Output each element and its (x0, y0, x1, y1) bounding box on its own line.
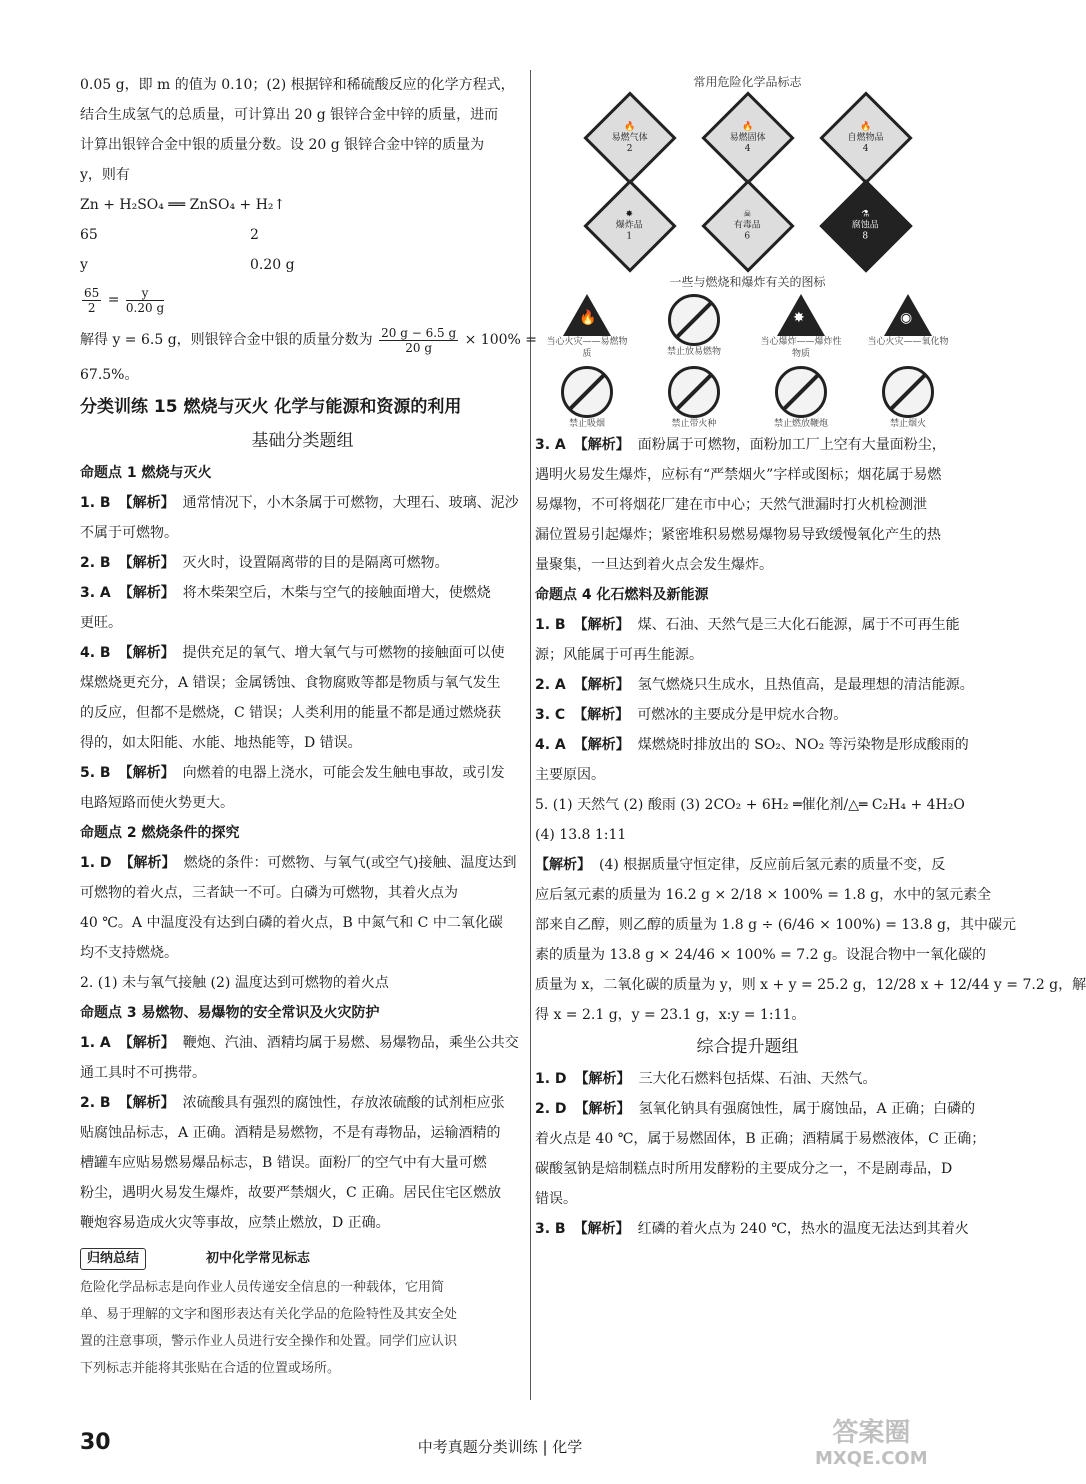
summary-title: 初中化学常见标志 (206, 1251, 311, 1266)
text-line: 错误。 (535, 1191, 577, 1207)
text-line: 可燃物的着火点，三者缺一不可。白磷为可燃物，其着火点为 (80, 885, 458, 901)
column-divider (530, 70, 531, 1400)
text-line: 素的质量为 13.8 g × 24/46 × 100% = 7.2 g。设混合物中一氧化碳的 (535, 947, 986, 963)
flammable-solid-sign: 🔥 易燃固体 4 (704, 94, 792, 182)
section-title: 分类训练 15 燃烧与灭火 化学与能源和资源的利用 (80, 397, 462, 417)
explanation: 【解析】 (4) 根据质量守恒定律，反应前后氢元素的质量不变，反 (535, 857, 946, 873)
text-line: 遇明火易发生爆炸，应标有“严禁烟火”字样或图标；烟花属于易燃 (535, 467, 942, 483)
equation-row: 65 2 (80, 227, 259, 243)
text-line: 量聚集，一旦达到着火点会发生爆炸。 (535, 557, 773, 573)
answer-item: 2. (1) 未与氧气接触 (2) 温度达到可燃物的着火点 (80, 975, 389, 991)
warning-oxidizer-icon: ◉ 当心火灾——氧化物 (866, 294, 950, 360)
text-line: 不属于可燃物。 (80, 525, 178, 541)
answer-item: 3. A 【解析】 将木柴架空后，木柴与空气的接触面增大，使燃烧 (80, 585, 491, 601)
summary-header (80, 1244, 525, 1274)
corrosive-sign: ⚗ 腐蚀品 8 (822, 182, 910, 270)
answer-item: 2. A 【解析】 氢气燃烧只生成水，且热值高，是最理想的清洁能源。 (535, 677, 974, 693)
warning-flammable-icon: 🔥 当心火灾——易燃物质 (545, 294, 629, 360)
text-line: 粉尘，遇明火易发生爆炸，故要严禁烟火，C 正确。居民住宅区燃放 (80, 1185, 502, 1201)
answer-item: 4. A 【解析】 煤燃烧时排放出的 SO₂、NO₂ 等污染物是形成酸雨的 (535, 737, 969, 753)
text-line: 得 x = 2.1 g，y = 23.1 g，x:y = 1:11。 (535, 1007, 806, 1023)
figure-title: 常用危险化学品标志 (693, 75, 802, 89)
text-line: 结合生成氢气的总质量，可计算出 20 g 银锌合金中锌的质量，进而 (80, 107, 499, 123)
text-line: 源；风能属于可再生能源。 (535, 647, 703, 663)
watermark-logo: 答案圈 MXQE.COM (815, 1418, 928, 1469)
answer-item: 2. B 【解析】 浓硫酸具有强烈的腐蚀性，存放浓硫酸的试剂柜应张 (80, 1095, 505, 1111)
group-title: 基础分类题组 (251, 431, 354, 451)
no-smoking-icon: 禁止吸烟 (545, 366, 629, 430)
no-open-flame-icon: 禁止烟火 (866, 366, 950, 430)
text-line: 漏位置易引起爆炸；紧密堆积易燃易爆物易导致缓慢氧化产生的热 (535, 527, 941, 543)
topic-heading: 命题点 3 易燃物、易爆物的安全常识及火灾防护 (80, 1005, 380, 1021)
text-line: 主要原因。 (535, 767, 605, 783)
text-line: 易爆物，不可将烟花厂建在市中心；天然气泄漏时打火机检测泄 (535, 497, 927, 513)
book-title: 中考真题分类训练 | 化学 (417, 1438, 583, 1456)
answer-item: 5. (1) 天然气 (2) 酸雨 (3) 2CO₂ + 6H₂ ═催化剂/△═ C₂H₄ + 4H₂O (535, 797, 965, 813)
answer-item: 3. B 【解析】 红磷的着火点为 240 ℃，热水的温度无法达到其着火 (535, 1221, 969, 1237)
left-column (80, 70, 537, 1382)
warning-explosive-icon: ✸ 当心爆炸——爆炸性物质 (759, 294, 843, 360)
equation: Zn + H₂SO₄ ══ ZnSO₄ + H₂↑ (80, 197, 286, 213)
text-line: y，则有 (80, 167, 130, 183)
toxic-sign: ☠ 有毒品 6 (704, 182, 792, 270)
answer-item: 2. D 【解析】 氢氧化钠具有强腐蚀性，属于腐蚀品，A 正确；白磷的 (535, 1101, 976, 1117)
text-line: 碳酸氢钠是焙制糕点时所用发酵粉的主要成分之一，不是剧毒品，D (535, 1161, 953, 1177)
topic-heading: 命题点 2 燃烧条件的探究 (80, 825, 240, 841)
text-line: 40 ℃。A 中温度没有达到白磷的着火点，B 中氮气和 C 中二氧化碳 (80, 915, 503, 931)
fraction: $\frac{20 g - 6.5 g}{20 g}$ (381, 325, 457, 355)
text-line: 通工具时不可携带。 (80, 1065, 206, 1081)
explosive-sign: ✸ 爆炸品 1 (586, 182, 674, 270)
hazard-signs-row (535, 182, 960, 270)
text-line: 部来自乙醇，则乙醇的质量为 1.8 g ÷ (6/46 × 100%) = 13.8 g，其中碳元 (535, 917, 1016, 933)
text-line: 更旺。 (80, 615, 122, 631)
ratio-line: $\frac{65}{2}$ = $\frac{y}{0.20 g}$ (84, 285, 165, 315)
equation-row: y 0.20 g (80, 257, 295, 273)
answer-item: 3. C 【解析】 可燃冰的主要成分是甲烷水合物。 (535, 707, 848, 723)
text-line: 着火点是 40 ℃，属于易燃固体，B 正确；酒精属于易燃液体，C 正确； (535, 1131, 986, 1147)
figure-title: 一些与燃烧和爆炸有关的图标 (669, 275, 826, 289)
spontaneous-combustion-sign: 🔥 自燃物品 4 (822, 94, 910, 182)
topic-heading: 命题点 4 化石燃料及新能源 (535, 587, 709, 603)
flammable-gas-sign: 🔥 易燃气体 2 (586, 94, 674, 182)
summary-badge: 归纳总结 (80, 1248, 146, 1270)
answer-item: 1. B 【解析】 煤、石油、天然气是三大化石能源，属于不可再生能 (535, 617, 960, 633)
fraction: $\frac{65}{2}$ (84, 285, 100, 315)
answer-item: 1. A 【解析】 鞭炮、汽油、酒精均属于易燃、易爆物品，乘坐公共交 (80, 1035, 519, 1051)
text-line: 的反应，但都不是燃烧，C 错误；人类利用的能量不都是通过燃烧获 (80, 705, 502, 721)
text-line: 槽罐车应贴易燃易爆品标志，B 错误。面粉厂的空气中有大量可燃 (80, 1155, 487, 1171)
no-fireworks-icon: 禁止燃放鞭炮 (759, 366, 843, 430)
ban-signs-row (535, 366, 960, 430)
answer-item: 5. B 【解析】 向燃着的电器上浇水，可能会发生触电事故，或引发 (80, 765, 505, 781)
page-number: 30 (80, 1430, 111, 1455)
text-line: 质量为 x，二氧化碳的质量为 y，则 x + y = 25.2 g，12/28 x + 12/44 y = 7.2 g，解 (535, 977, 1086, 993)
fraction: $\frac{y}{0.20 g}$ (125, 285, 165, 315)
no-fire-source-icon: 禁止带火种 (652, 366, 736, 430)
text-line: 电路短路而使火势更大。 (80, 795, 234, 811)
answer-item: 1. D 【解析】 三大化石燃料包括煤、石油、天然气。 (535, 1071, 877, 1087)
text-line: 煤燃烧更充分，A 错误；金属锈蚀、食物腐败等都是物质与氧气发生 (80, 675, 501, 691)
text-line: 计算出银锌合金中银的质量分数。设 20 g 银锌合金中锌的质量为 (80, 137, 485, 153)
text-line: 应后氢元素的质量为 16.2 g × 2/18 × 100% = 1.8 g，水中的氢元素全 (535, 887, 992, 903)
no-flammables-icon: 禁止放易燃物 (652, 294, 736, 360)
answer-item: 2. B 【解析】 灭火时，设置隔离带的目的是隔离可燃物。 (80, 555, 449, 571)
topic-heading: 命题点 1 燃烧与灭火 (80, 465, 212, 481)
right-column (535, 70, 1086, 1244)
text-line: 得的，如太阳能、水能、地热能等，D 错误。 (80, 735, 362, 751)
text-line: 均不支持燃烧。 (80, 945, 178, 961)
hazard-signs-row (535, 94, 960, 182)
summary-body: 危险化学品标志是向作业人员传递安全信息的一种载体，它用简 单、易于理解的文字和图形表达有关化学品的危险特性及其安全处 置的注意事项，警示作业人员进行安全操作和处置。同学们应认识 下列标志并能将其张贴在合适的位置或场所。 (80, 1280, 458, 1376)
text-line: (4) 13.8 1:11 (535, 827, 627, 843)
answer-item: 1. D 【解析】 燃烧的条件：可燃物、与氧气(或空气)接触、温度达到 (80, 855, 517, 871)
solve-line: 解得 y = 6.5 g，则银锌合金中银的质量分数为 $\frac{20 g - 6.5 g}{20 g}$ × 100% = (80, 325, 537, 355)
answer-item: 3. A 【解析】 面粉属于可燃物，面粉加工厂上空有大量面粉尘， (535, 437, 946, 453)
answer-item: 1. B 【解析】 通常情况下，小木条属于可燃物，大理石、玻璃、泥沙 (80, 495, 519, 511)
text-line: 鞭炮容易造成火灾等事故，应禁止燃放，D 正确。 (80, 1215, 390, 1231)
answer-item: 4. B 【解析】 提供充足的氧气、增大氧气与可燃物的接触面可以使 (80, 645, 505, 661)
text-line: 67.5%。 (80, 367, 139, 383)
warning-signs-row (535, 294, 960, 360)
text-line: 贴腐蚀品标志，A 正确。酒精是易燃物，不是有毒物品，运输酒精的 (80, 1125, 501, 1141)
group-title: 综合提升题组 (696, 1037, 799, 1057)
text-line: 0.05 g，即 m 的值为 0.10；(2) 根据锌和稀硫酸反应的化学方程式， (80, 77, 515, 93)
page-footer (0, 1420, 1000, 1480)
